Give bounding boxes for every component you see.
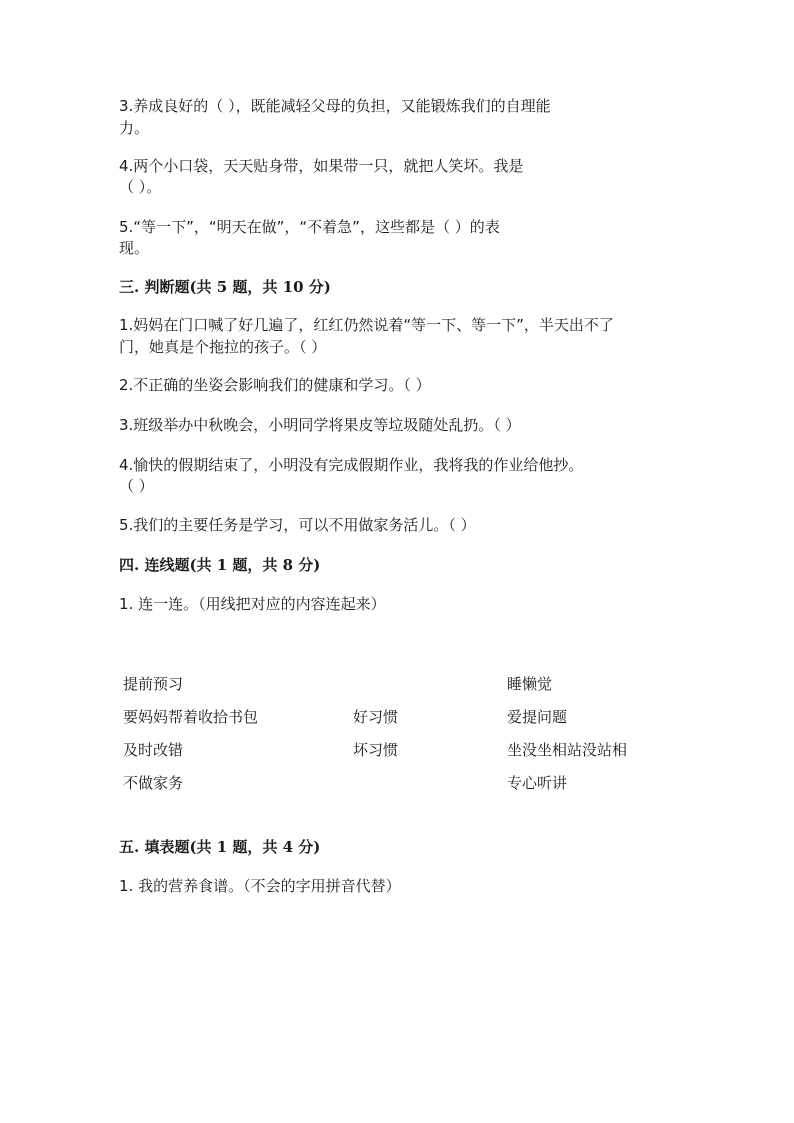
judge-q5: 5.我们的主要任务是学习，可以不用做家务活儿。（ ） bbox=[119, 516, 476, 534]
match-left-item[interactable]: 提前预习 bbox=[123, 675, 184, 693]
match-right-item[interactable]: 坐没坐相站没站相 bbox=[507, 741, 628, 759]
judge-q1-line1: 1.妈妈在门口喊了好几遍了，红红仍然说着“等一下、等一下”，半天出不了 bbox=[119, 316, 614, 334]
match-middle-item[interactable]: 好习惯 bbox=[353, 708, 399, 726]
match-middle-item[interactable]: 坏习惯 bbox=[353, 741, 399, 759]
match-right-item[interactable]: 睡懒觉 bbox=[507, 675, 553, 693]
match-right-item[interactable]: 爱提问题 bbox=[507, 708, 568, 726]
section-heading-matching: 四. 连线题(共 1 题，共 8 分) bbox=[119, 556, 321, 574]
judge-q3: 3.班级举办中秋晚会，小明同学将果皮等垃圾随处乱扔。（ ） bbox=[119, 416, 521, 434]
match-left-item[interactable]: 不做家务 bbox=[123, 774, 184, 792]
section-heading-judge: 三. 判断题(共 5 题，共 10 分) bbox=[119, 278, 331, 296]
fill-q5-line2: 现。 bbox=[119, 239, 150, 257]
fill-q3-line2: 力。 bbox=[119, 119, 150, 137]
fill-q4-line2: （ ）。 bbox=[119, 178, 162, 196]
table-instruction: 1. 我的营养食谱。（不会的字用拼音代替） bbox=[119, 877, 401, 895]
fill-q4-line1: 4.两个小口袋，天天贴身带，如果带一只，就把人笑坏。我是 bbox=[119, 157, 524, 175]
judge-q4-line1: 4.愉快的假期结束了，小明没有完成假期作业，我将我的作业给他抄。 bbox=[119, 456, 584, 474]
fill-q5-line1: 5.“等一下”，“明天在做”，“不着急”，这些都是（ ）的表 bbox=[119, 218, 500, 236]
match-right-item[interactable]: 专心听讲 bbox=[507, 774, 568, 792]
section-heading-table: 五. 填表题(共 1 题，共 4 分) bbox=[119, 838, 321, 856]
fill-q3-line1: 3.养成良好的（ ），既能减轻父母的负担，又能锻炼我们的自理能 bbox=[119, 97, 551, 115]
matching-instruction: 1. 连一连。（用线把对应的内容连起来） bbox=[119, 595, 386, 613]
judge-q1-line2: 门，她真是个拖拉的孩子。（ ） bbox=[119, 338, 327, 356]
judge-q2: 2.不正确的坐姿会影响我们的健康和学习。（ ） bbox=[119, 376, 431, 394]
match-left-item[interactable]: 要妈妈帮着收拾书包 bbox=[123, 708, 259, 726]
judge-q4-line2: （ ） bbox=[119, 477, 154, 495]
match-left-item[interactable]: 及时改错 bbox=[123, 741, 184, 759]
